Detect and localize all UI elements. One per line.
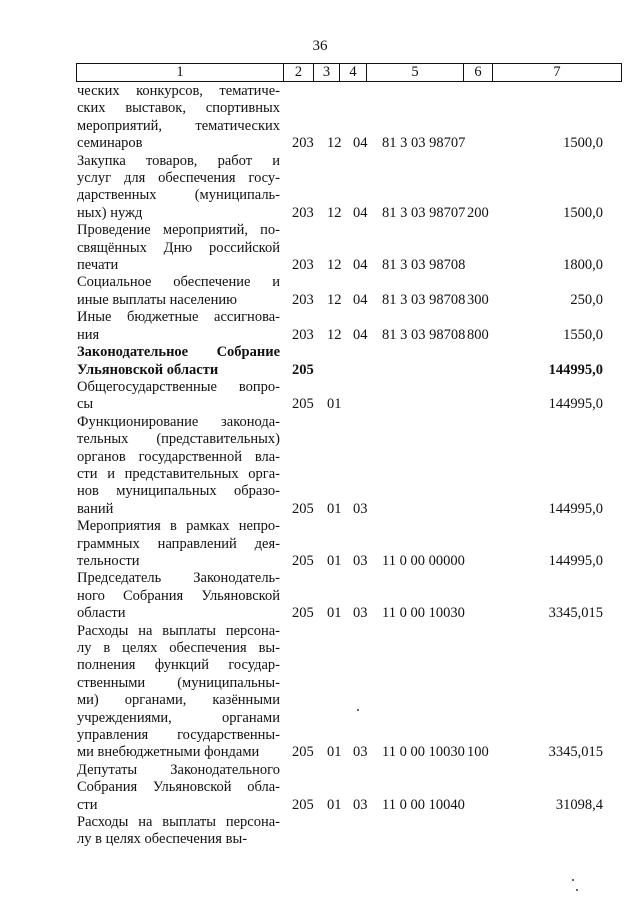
description-line: ми внебюджетными фондами [77, 744, 260, 761]
cell-c4: 04 [353, 204, 368, 221]
cell-c6: 300 [467, 291, 489, 308]
description-line: ских выставок, спортивных [77, 100, 280, 117]
description-line: ния [77, 326, 100, 343]
cell-c4: 03 [353, 500, 368, 517]
description-line: граммных направлений дея- [77, 535, 280, 552]
budget-row [0, 518, 640, 570]
cell-c4: 04 [353, 135, 368, 152]
cell-c5: 11 0 00 10040 [382, 796, 465, 813]
row-description [77, 274, 280, 309]
cell-c2: 203 [292, 257, 314, 274]
cell-c2: 205 [292, 552, 314, 569]
description-line: ваний [77, 500, 114, 517]
cell-c3: 01 [327, 552, 342, 569]
cell-c5: 11 0 00 00000 [382, 552, 465, 569]
description-line: ных) нужд [77, 204, 143, 221]
cell-c3: 12 [327, 257, 342, 274]
budget-row [0, 570, 640, 622]
cell-c5: 81 3 03 98707 [382, 135, 466, 152]
cell-c7: 250,0 [570, 291, 603, 308]
description-line: ственными (муниципальны- [77, 674, 280, 691]
description-line: Председатель Законодатель- [77, 570, 280, 587]
cell-c7: 1550,0 [563, 326, 603, 343]
budget-row [0, 153, 640, 223]
cell-c2: 203 [292, 135, 314, 152]
budget-row [0, 414, 640, 518]
description-line: сти и представительных орга- [77, 465, 280, 482]
description-line: Закупка товаров, работ и [77, 152, 280, 169]
description-line: полнения функций государ- [77, 657, 280, 674]
cell-c7: 1500,0 [563, 135, 603, 152]
description-line: Расходы на выплаты персона- [77, 622, 280, 639]
row-description [77, 414, 280, 518]
cell-c5: 11 0 00 10030 [382, 744, 465, 761]
row-description [77, 344, 280, 379]
cell-c3: 01 [327, 500, 342, 517]
column-header-4: 4 [340, 64, 367, 82]
cell-c3: 12 [327, 326, 342, 343]
row-description [77, 83, 280, 153]
cell-c7: 31098,4 [555, 796, 603, 813]
description-line: учреждениями, органами [77, 709, 280, 726]
cell-c2: 203 [292, 326, 314, 343]
cell-c6: 800 [467, 326, 489, 343]
budget-row [0, 309, 640, 344]
scan-speck [357, 709, 359, 711]
description-line: нов муниципальных образо- [77, 483, 280, 500]
cell-c4: 04 [353, 291, 368, 308]
description-line: дарственных (муниципаль- [77, 187, 280, 204]
column-header-table [76, 63, 622, 82]
description-line: ческих конкурсов, тематиче- [77, 83, 280, 99]
cell-c6: 100 [467, 744, 489, 761]
cell-c3: 12 [327, 204, 342, 221]
budget-row [0, 344, 640, 379]
description-line: управления государственны- [77, 727, 280, 744]
cell-c7: 144995,0 [548, 361, 603, 378]
row-description [77, 570, 280, 622]
row-description [77, 623, 280, 762]
description-line: Законодательное Собрание [77, 344, 280, 361]
cell-c2: 205 [292, 605, 314, 622]
description-line: области [77, 605, 126, 622]
budget-row [0, 814, 640, 849]
row-description [77, 309, 280, 344]
cell-c3: 01 [327, 744, 342, 761]
column-header-1: 1 [77, 64, 284, 82]
cell-c2: 203 [292, 204, 314, 221]
cell-c3: 01 [327, 796, 342, 813]
description-line: мероприятий, тематических [77, 117, 280, 134]
cell-c4: 03 [353, 796, 368, 813]
scan-speck [572, 879, 574, 881]
description-line: Социальное обеспечение и [77, 274, 280, 291]
cell-c3: 01 [327, 605, 342, 622]
cell-c4: 03 [353, 605, 368, 622]
cell-c2: 205 [292, 744, 314, 761]
budget-row [0, 83, 640, 153]
description-line: лу в целях обеспечения вы- [77, 640, 280, 656]
cell-c6: 200 [467, 204, 489, 221]
description-line: ного Собрания Ульяновской [77, 587, 280, 604]
cell-c5: 81 3 03 98707 [382, 204, 466, 221]
description-line: Депутаты Законодательного [77, 761, 280, 778]
column-header-2: 2 [284, 64, 314, 82]
cell-c5: 81 3 03 98708 [382, 257, 466, 274]
description-line: органов государственной вла- [77, 448, 280, 465]
description-line: Расходы на выплаты персона- [77, 814, 280, 831]
cell-c4: 03 [353, 744, 368, 761]
cell-c4: 03 [353, 552, 368, 569]
budget-row [0, 274, 640, 309]
cell-c3: 12 [327, 135, 342, 152]
budget-row [0, 379, 640, 414]
description-line: сы [77, 396, 94, 413]
cell-c5: 81 3 03 98708 [382, 291, 466, 308]
description-line: Функционирование законода- [77, 413, 280, 430]
cell-c7: 144995,0 [548, 500, 603, 517]
column-header-5: 5 [367, 64, 464, 82]
cell-c7: 1500,0 [563, 204, 603, 221]
column-header-6: 6 [464, 64, 493, 82]
page-number: 36 [312, 38, 328, 54]
cell-c4: 04 [353, 326, 368, 343]
cell-c7: 144995,0 [548, 396, 603, 413]
row-description [77, 762, 280, 814]
cell-c4: 04 [353, 257, 368, 274]
row-description [77, 222, 280, 274]
row-description [77, 153, 280, 223]
description-line: Проведение мероприятий, по- [77, 222, 280, 239]
row-description [77, 518, 280, 570]
row-description [77, 379, 280, 414]
description-line: печати [77, 257, 119, 274]
description-line: свящённых Дню российской [77, 239, 280, 256]
cell-c5: 11 0 00 10030 [382, 605, 465, 622]
cell-c2: 205 [292, 361, 314, 378]
budget-row [0, 762, 640, 814]
description-line: семинаров [77, 135, 143, 152]
description-line: Мероприятия в рамках непро- [77, 518, 280, 535]
cell-c7: 3345,015 [548, 744, 603, 761]
description-line: сти [77, 796, 98, 813]
budget-row [0, 623, 640, 762]
description-line: Ульяновской области [77, 361, 219, 378]
cell-c7: 144995,0 [548, 552, 603, 569]
description-line: тельных (представительных) [77, 431, 280, 448]
cell-c5: 81 3 03 98708 [382, 326, 466, 343]
cell-c7: 1800,0 [563, 257, 603, 274]
cell-c7: 3345,015 [548, 605, 603, 622]
description-line: Собрания Ульяновской обла- [77, 779, 280, 796]
description-line: лу в целях обеспечения вы- [77, 831, 248, 848]
cell-c3: 12 [327, 291, 342, 308]
column-header-3: 3 [314, 64, 340, 82]
description-line: услуг для обеспечения госу- [77, 170, 280, 187]
column-header-7: 7 [493, 64, 622, 82]
description-line: Иные бюджетные ассигнова- [77, 309, 280, 326]
column-header-row [77, 64, 622, 82]
budget-row [0, 222, 640, 274]
cell-c2: 205 [292, 500, 314, 517]
description-line: ми) органами, казёнными [77, 692, 280, 709]
scan-speck [576, 889, 578, 891]
cell-c2: 203 [292, 291, 314, 308]
row-description [77, 814, 280, 849]
description-line: тельности [77, 552, 140, 569]
cell-c2: 205 [292, 396, 314, 413]
budget-rows [0, 83, 640, 849]
description-line: Общегосударственные вопро- [77, 378, 280, 395]
description-line: иные выплаты населению [77, 291, 237, 308]
cell-c2: 205 [292, 796, 314, 813]
cell-c3: 01 [327, 396, 342, 413]
